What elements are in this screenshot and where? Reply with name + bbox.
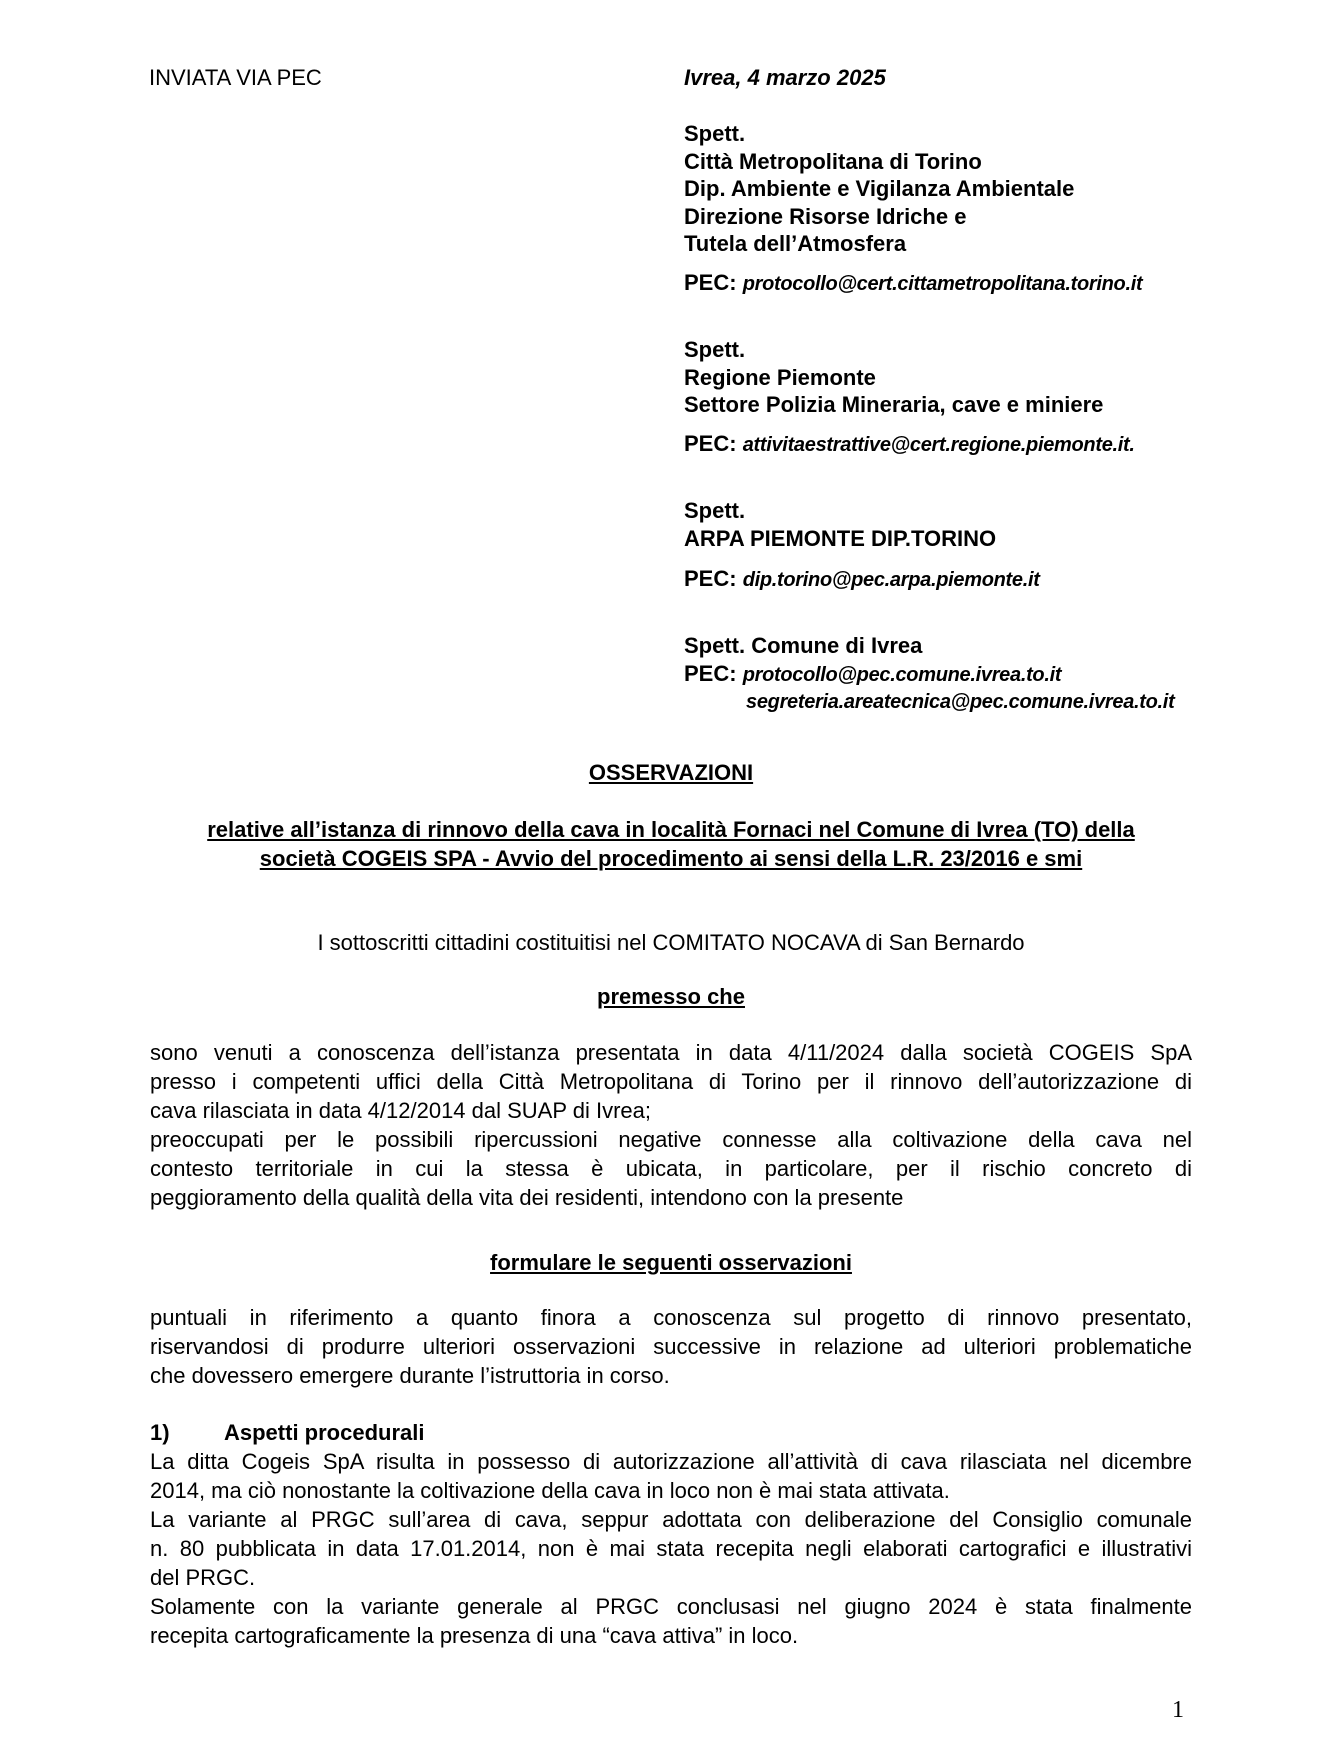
pec-address[interactable]: dip.torino@pec.arpa.piemonte.it: [742, 569, 1040, 591]
pec-address[interactable]: segreteria.areatecnica@pec.comune.ivrea.to.it: [746, 691, 1175, 713]
recipient-block-4: [684, 632, 922, 660]
section-1-title: Aspetti procedurali: [224, 1420, 425, 1445]
recipient-block-1: [684, 120, 1074, 258]
text-line: cava rilasciata in data 4/12/2014 dal SUAP di Ivrea;: [150, 1098, 652, 1123]
recipient-pec-4b: [746, 687, 1174, 717]
subject-line-1: relative all’istanza di rinnovo della cava in località Fornaci nel Comune di Ivrea (TO) della: [207, 817, 1135, 842]
recipient-line: Spett.: [684, 498, 746, 523]
recipient-line: Dip. Ambiente e Vigilanza Ambientale: [684, 176, 1075, 201]
text-line: preoccupati per le possibili ripercussioni negative connesse alla coltivazione della cava nel: [150, 1127, 1192, 1152]
text-line: La ditta Cogeis SpA risulta in possesso di autorizzazione all’attività di cava rilasciata nel dicembre: [150, 1449, 1192, 1474]
intro-text: I sottoscritti cittadini costituitisi nel COMITATO NOCAVA di San Bernardo: [317, 930, 1025, 955]
recipient-line: Spett.: [684, 337, 746, 362]
premesso-heading: premesso che: [597, 984, 745, 1009]
recipient-pec-2: [684, 430, 1135, 460]
text-line: puntuali in riferimento a quanto finora a conoscenza sul progetto di rinnovo presentato,: [150, 1305, 1192, 1330]
text-line: presso i competenti uffici della Città Metropolitana di Torino per il rinnovo dell’autorizzazione di: [150, 1069, 1192, 1094]
text-line: del PRGC.: [150, 1565, 256, 1590]
recipient-line: ARPA PIEMONTE DIP.TORINO: [684, 525, 997, 551]
text-line: Solamente con la variante generale al PRGC conclusasi nel giugno 2024 è stata finalmente: [150, 1594, 1192, 1619]
text-line: La variante al PRGC sull’area di cava, seppur adottata con deliberazione del Consiglio comunale: [150, 1507, 1192, 1532]
text-line: recepita cartograficamente la presenza di una “cava attiva” in loco.: [150, 1623, 799, 1648]
page-number: 1: [1172, 1697, 1184, 1723]
recipient-pec-4: [684, 660, 1061, 690]
text-line: 2014, ma ciò nonostante la coltivazione della cava in loco non è mai stata attivata.: [150, 1478, 950, 1503]
section-1-number: 1): [150, 1420, 170, 1445]
pec-label: PEC:: [684, 431, 737, 456]
pec-address[interactable]: attivitaestrattive@cert.regione.piemonte.it.: [742, 434, 1135, 456]
pec-label: PEC:: [684, 566, 737, 591]
premesso-paragraph-1: [150, 1038, 1192, 1212]
text-line: n. 80 pubblicata in data 17.01.2014, non è mai stata recepita negli elaborati cartografici e illustrativi: [150, 1536, 1192, 1561]
recipient-line: Spett.: [684, 121, 746, 146]
text-line: sono venuti a conoscenza dell’istanza presentata in data 4/11/2024 dalla società COGEIS SpA: [150, 1040, 1192, 1065]
text-line: peggioramento della qualità della vita dei residenti, intendono con la presente: [150, 1185, 904, 1210]
recipient-line: Direzione Risorse Idriche e: [684, 203, 967, 229]
recipient-block-3: [684, 497, 996, 552]
sent-via-label: INVIATA VIA PEC: [149, 65, 322, 90]
text-line: contesto territoriale in cui la stessa è ubicata, in particolare, per il rischio concreto di: [150, 1156, 1192, 1181]
pec-label: PEC:: [684, 661, 737, 686]
recipient-pec-3: [684, 565, 1040, 595]
recipient-line: Settore Polizia Mineraria, cave e miniere: [684, 392, 1104, 417]
pec-label: PEC:: [684, 270, 737, 295]
recipient-line: Spett. Comune di Ivrea: [684, 633, 923, 658]
formulare-paragraph: [150, 1303, 1192, 1390]
pec-address[interactable]: protocollo@cert.cittametropolitana.torino.it: [742, 273, 1143, 295]
text-line: che dovessero emergere durante l’istruttoria in corso.: [150, 1363, 670, 1388]
pec-address[interactable]: protocollo@pec.comune.ivrea.to.it: [742, 664, 1062, 686]
recipient-block-2: [684, 336, 1103, 419]
recipient-line: Città Metropolitana di Torino: [684, 148, 982, 174]
formulare-heading: formulare le seguenti osservazioni: [490, 1250, 852, 1275]
document-title: OSSERVAZIONI: [588, 760, 754, 785]
recipient-pec-1: [684, 269, 1142, 299]
text-line: riservandosi di produrre ulteriori osservazioni successive in relazione ad ulteriori problematiche: [150, 1334, 1192, 1359]
section-1-body: [150, 1447, 1192, 1650]
recipient-line: Regione Piemonte: [684, 364, 876, 390]
recipient-line: Tutela dell’Atmosfera: [684, 231, 907, 256]
subject-line-2: società COGEIS SPA - Avvio del procedimento ai sensi della L.R. 23/2016 e smi: [259, 846, 1083, 871]
place-date: Ivrea, 4 marzo 2025: [684, 65, 886, 90]
